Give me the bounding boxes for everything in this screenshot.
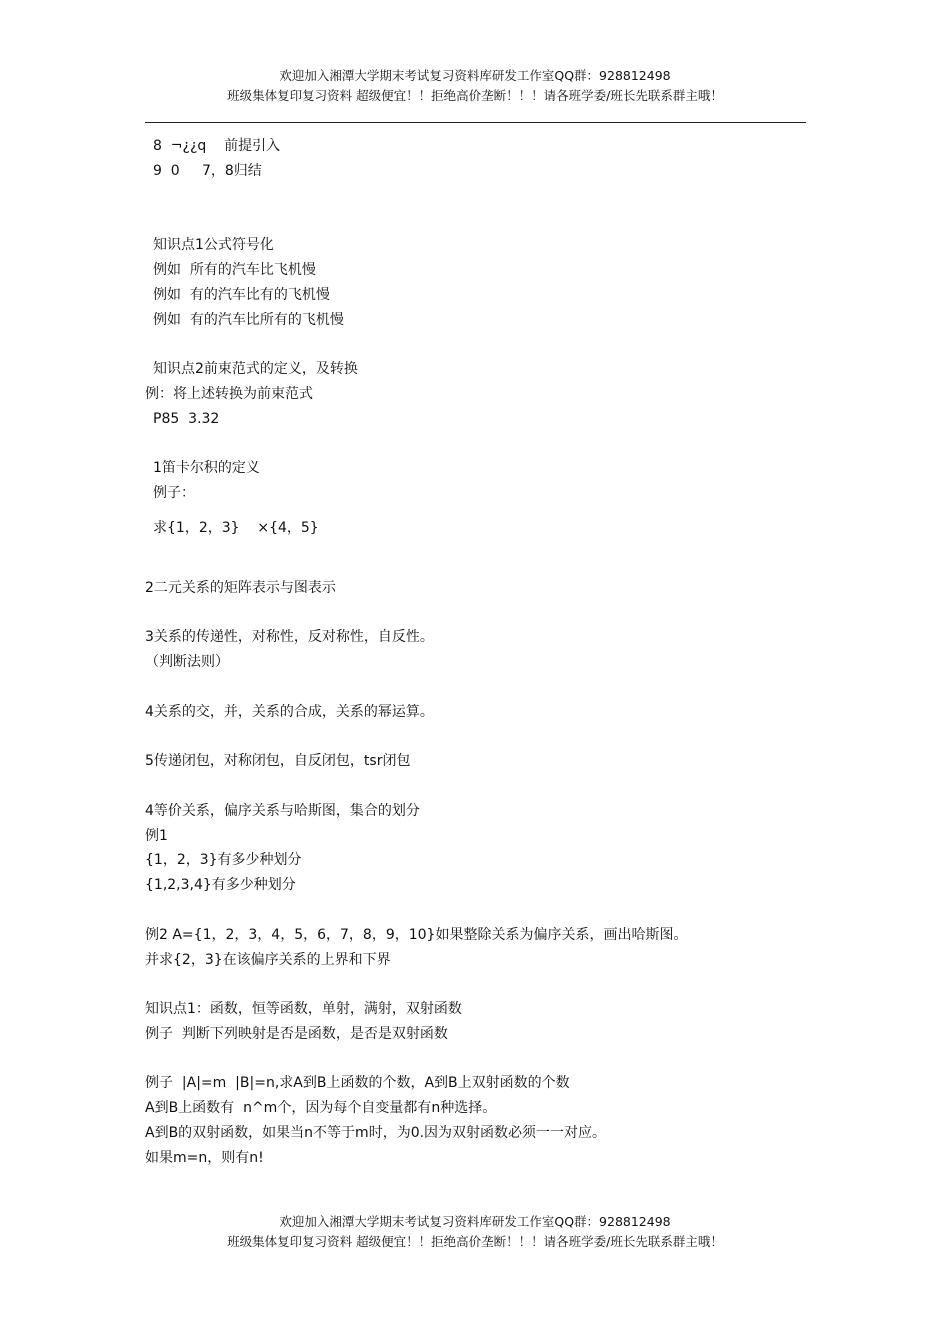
text-line: 并求{2，3}在该偏序关系的上界和下界 [145,951,391,968]
text-line: 例如 有的汽车比所有的飞机慢 [153,311,344,328]
text-line: 例：将上述转换为前束范式 [145,385,313,402]
section-heading: 知识点2前束范式的定义，及转换 [153,361,358,378]
text-line: {1，2，3}有多少种划分 [145,852,302,869]
text-line: （判断法则） [145,653,229,670]
text-line: A到B的双射函数，如果当n不等于m时，为0.因为双射函数必须一一对应。 [145,1125,607,1142]
section-heading: 4等价关系，偏序关系与哈斯图，集合的划分 [145,802,420,819]
text-line: 例如 所有的汽车比飞机慢 [153,261,316,278]
text-line: A到B上函数有 n^m个，因为每个自变量都有n种选择。 [145,1100,497,1117]
header-divider [145,122,806,123]
text-line: P85 3.32 [153,410,220,427]
section-heading: 1笛卡尔积的定义 [153,460,260,477]
text-line: 如果m=n，则有n! [145,1149,264,1166]
page-header [0,66,950,106]
text-line: 例子 判断下列映射是否是函数，是否是双射函数 [145,1025,448,1042]
text-line: {1,2,3,4}有多少种划分 [145,877,296,894]
section-heading: 知识点1公式符号化 [153,237,274,254]
section-heading: 2二元关系的矩阵表示与图表示 [145,579,336,596]
text-line: 8 ¬¿¿q 前提引入 [153,138,281,154]
text-line: 例子 |A|=m |B|=n,求A到B上函数的个数，A到B上双射函数的个数 [145,1075,570,1092]
footer-line-1: 欢迎加入湘潭大学期末考试复习资料库研发工作室QQ群：928812498 [279,1214,671,1229]
text-line: 例如 有的汽车比有的飞机慢 [153,286,330,303]
section-heading: 5传递闭包，对称闭包，自反闭包，tsr闭包 [145,753,411,770]
section-heading: 知识点1：函数，恒等函数，单射，满射，双射函数 [145,1001,462,1018]
footer-line-2: 班级集体复印复习资料 超级便宜！！拒绝高价垄断！！！请各班学委/班长先联系群主哦！ [227,1234,723,1249]
header-line-2: 班级集体复印复习资料 超级便宜！！拒绝高价垄断！！！请各班学委/班长先联系群主哦！ [227,88,723,103]
page-footer [0,1212,950,1252]
text-line: 例子： [153,485,195,502]
text-line: 9 0 7，8归结 [153,162,262,179]
text-line: 例1 [145,827,168,844]
header-line-1: 欢迎加入湘潭大学期末考试复习资料库研发工作室QQ群：928812498 [279,68,671,83]
text-line: 求{1，2，3} ×{4，5} [153,519,319,536]
section-heading: 4关系的交，并，关系的合成，关系的幂运算。 [145,703,434,720]
text-line: 例2 A={1，2，3，4，5，6，7，8，9，10}如果整除关系为偏序关系，画出哈斯图。 [145,926,688,943]
section-heading: 3关系的传递性，对称性，反对称性，自反性。 [145,629,434,646]
document-body [145,134,805,1171]
